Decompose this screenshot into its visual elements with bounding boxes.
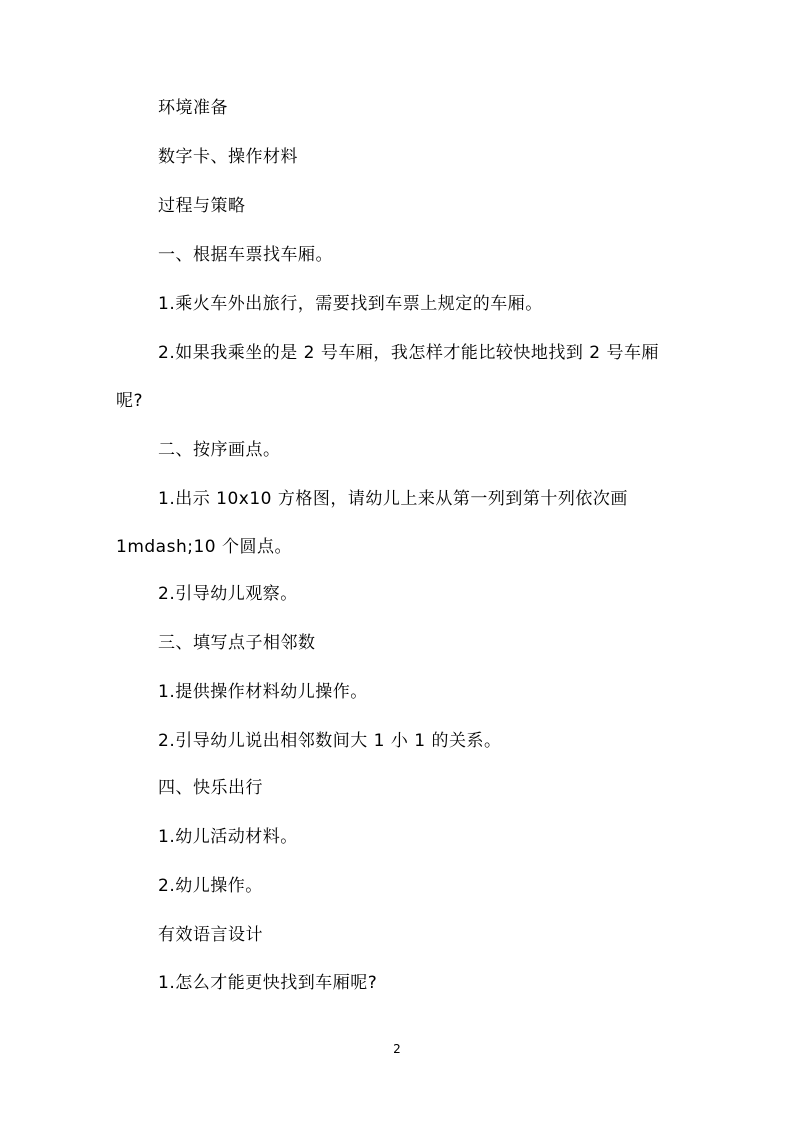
paragraph-step-1-1: 1.乘火车外出旅行，需要找到车票上规定的车厢。	[158, 294, 543, 314]
paragraph-step-3-2: 2.引导幼儿说出相邻数间大 1 小 1 的关系。	[158, 731, 502, 751]
step-heading-1: 一、根据车票找车厢。	[158, 245, 333, 265]
paragraph-language-1: 1.怎么才能更快找到车厢呢?	[158, 973, 378, 993]
page-number: 2	[393, 1042, 401, 1056]
paragraph-step-2-1: 1.出示 10x10 方格图，请幼儿上来从第一列到第十列依次画	[158, 489, 628, 509]
paragraph-step-4-2: 2.幼儿操作。	[158, 876, 263, 896]
paragraph-step-2-2: 2.引导幼儿观察。	[158, 584, 298, 604]
paragraph-materials: 数字卡、操作材料	[158, 147, 298, 167]
section-heading-process: 过程与策略	[158, 196, 246, 216]
step-heading-4: 四、快乐出行	[158, 778, 263, 798]
paragraph-step-2-1-cont: 1mdash;10 个圆点。	[116, 537, 292, 557]
paragraph-step-1-2-cont: 呢?	[116, 391, 144, 411]
section-heading-language: 有效语言设计	[158, 925, 263, 945]
paragraph-step-1-2: 2.如果我乘坐的是 2 号车厢，我怎样才能比较快地找到 2 号车厢	[158, 343, 659, 363]
step-heading-2: 二、按序画点。	[158, 440, 281, 460]
paragraph-step-4-1: 1.幼儿活动材料。	[158, 827, 298, 847]
section-heading-environment: 环境准备	[158, 98, 228, 118]
step-heading-3: 三、填写点子相邻数	[158, 633, 316, 653]
paragraph-step-3-1: 1.提供操作材料幼儿操作。	[158, 682, 368, 702]
